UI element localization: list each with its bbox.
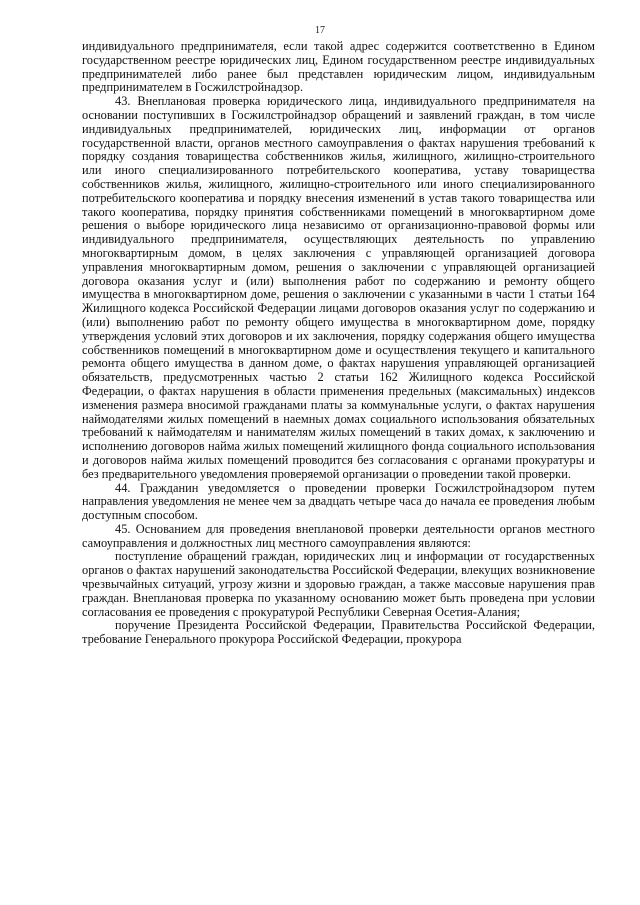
- paragraph-p44: 44. Гражданин уведомляется о проведении проверки Госжилстройнадзором путем направления уведомления не менее чем за двадцать четыре часа до начала ее проведения любым доступным способом.: [82, 480, 595, 523]
- paragraph-p45: 45. Основанием для проведения внеплановой проверки деятельности органов местного самоуправления и должностных лиц местного самоуправления являются:: [82, 521, 595, 550]
- paragraph-p45a: поступление обращений граждан, юридических лиц и информации от государственных органов о фактах нарушений законодательства Российской Федерации, влекущих возникновение чрезвычайных ситуаций, угрозу жизни и здоровью граждан, а также массовые нарушения прав граждан. Внеплановая проверка по указанному основанию может быть проведена при условии согласования ее проведения с прокуратурой Республики Северная Осетия-Алания;: [82, 549, 595, 619]
- paragraph-p0: индивидуального предпринимателя, если такой адрес содержится соответственно в Едином государственном реестре юридических лиц, Едином государственном реестре индивидуальных предпринимателей либо ранее был представлен юридическим лицом, индивидуальным предпринимателем в Госжилстройнадзор.: [82, 39, 595, 95]
- paragraph-p43: 43. Внеплановая проверка юридического лица, индивидуального предпринимателя на основании поступивших в Госжилстройнадзор обращений и заявлений граждан, в том числе индивидуальных предпринимателей, юридических лиц, информации от органов государственной власти, органов местного самоуправления о фактах нарушения требований к порядку создания товарищества собственников жилья, жилищного, жилищно-строительного или иного специализированного потребительского кооператива, уставу товарищества собственников жилья, жилищного, жилищно-строительного или иного специализированного потребительского кооператива и порядку внесения изменений в устав такого товарищества или такого кооператива, порядку принятия собственниками помещений в многоквартирном доме решения о выборе юридического лица независимо от организационно-правовой формы или индивидуального предпринимателя, осуществляющих деятельность по управлению многоквартирным домом, в целях заключения с управляющей организацией договора управления многоквартирным домом, решения о заключении с управляющей организацией договора оказания услуг и (или) выполнения работ по содержанию и ремонту общего имущества в многоквартирном доме, решения о заключении с указанными в части 1 статьи 164 Жилищного кодекса Российской Федерации лицами договоров оказания услуг по содержанию и (или) выполнению работ по ремонту общего имущества в многоквартирном доме, порядку утверждения условий этих договоров и их заключения, порядку содержания общего имущества собственников помещений в многоквартирном доме и осуществления текущего и капитального ремонта общего имущества в данном доме, о фактах нарушения управляющей организацией обязательств, предусмотренных частью 2 статьи 162 Жилищного кодекса Российской Федерации, о фактах нарушения в области применения предельных (максимальных) индексов изменения размера вносимой гражданами платы за коммунальные услуги, о фактах нарушения наймодателями жилых помещений в наемных домах социального использования обязательных требований к наймодателям и нанимателям жилых помещений в таких домах, к заключению и исполнению договоров найма жилых помещений жилищного фонда социального использования и договоров найма жилых помещений проводится без согласования с органами прокуратуры и без предварительного уведомления проверяемой организации о проведении такой проверки.: [82, 94, 595, 481]
- paragraph-p45b: поручение Президента Российской Федерации, Правительства Российской Федерации, требование Генерального прокурора Российской Федерации, прокурора: [82, 618, 595, 647]
- document-body: [82, 40, 595, 647]
- page-number: 17: [315, 25, 325, 36]
